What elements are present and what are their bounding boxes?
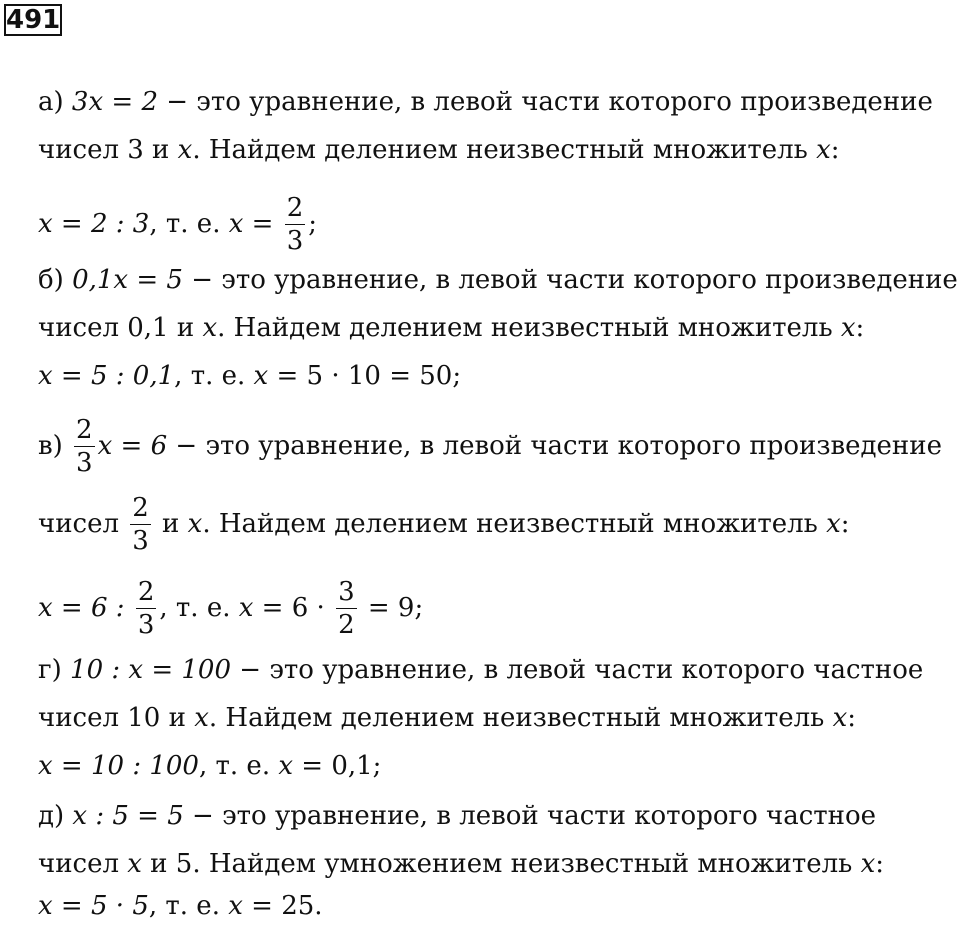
variable: x [127,849,142,879]
text: , т. е. [159,593,239,623]
text: . Найдем делением неизвестный множитель [217,313,841,343]
equation: 3x = 2 [71,87,158,117]
part-d-line-1 [38,796,876,836]
text: − это уравнение, в левой части которого частное [183,801,877,831]
numerator: 2 [132,492,149,523]
problem-number: 491 [6,5,61,35]
part-label: а) [38,87,72,117]
text: чисел 10 и [38,703,195,733]
equation: 0,1x = 5 [72,265,183,295]
numerator: 3 [338,576,355,607]
part-a-line-3 [38,192,318,256]
numerator: 2 [137,576,155,607]
denominator: 2 [338,609,355,640]
variable: x [238,593,254,623]
text: . Найдем делением неизвестный множитель [202,509,827,539]
part-label: б) [38,265,73,295]
text: − это уравнение, в левой части которого частное [231,655,924,685]
part-d-line-2 [38,844,884,884]
text: = 0,1; [293,751,382,781]
variable: x [826,509,841,539]
text: чисел [38,849,128,879]
text: и 5. Найдем умножением неизвестный множитель [141,849,861,879]
variable: x [860,849,876,879]
part-d-line-3 [38,886,323,926]
variable: x [194,703,209,733]
part-g-line-2 [38,698,856,738]
fraction [336,576,357,640]
text: = 25. [242,891,323,921]
text: − это уравнение, в левой части которого произведение [167,431,942,461]
variable: x [228,891,243,921]
variable: x [816,135,831,165]
part-v-line-3 [38,576,424,640]
text: : [847,703,857,733]
text: = 9; [359,593,424,623]
equation: x = 2 : 3 [38,209,150,239]
variable: x [253,361,269,391]
equation: = 6 [112,431,168,461]
variable: x [278,751,294,781]
denominator: 3 [286,225,304,256]
part-b-line-2 [38,308,864,348]
denominator: 3 [76,447,93,478]
text: : [855,313,865,343]
text: , т. е. [174,361,254,391]
variable: x [177,135,193,165]
text: = [243,209,282,239]
part-a-line-2 [38,130,840,170]
equation: = 6 : [52,593,133,623]
fraction [130,492,151,556]
denominator: 3 [137,609,155,640]
text: , т. е. [198,751,279,781]
text: . Найдем делением неизвестный множитель [208,703,833,733]
part-label: в) [38,431,72,461]
text: : [840,509,850,539]
part-label: г) [38,655,71,685]
text: . Найдем делением неизвестный множитель [192,135,817,165]
text: = 5 · 10 = 50; [268,361,462,391]
variable: x [97,431,113,461]
text: ; [308,209,318,239]
text: чисел 3 и [38,135,178,165]
fraction [285,192,306,256]
variable: x [187,509,203,539]
variable: x [832,703,848,733]
text: = 6 · [253,593,334,623]
part-label: д) [38,801,73,831]
fraction [136,576,157,640]
equation: 10 : x = 100 [70,655,232,685]
text: и [153,509,188,539]
fraction [74,414,95,478]
part-g-line-1 [38,650,923,690]
part-v-line-1 [38,414,942,478]
part-a-line-1 [38,82,933,122]
text: чисел [38,509,128,539]
text: − это уравнение, в левой части которого произведение [182,265,958,295]
variable: x [840,313,856,343]
variable: x [228,209,244,239]
numerator: 2 [286,192,304,223]
text: : [830,135,840,165]
numerator: 2 [76,414,93,445]
part-g-line-3 [38,746,381,786]
text: : [875,849,884,879]
text: , т. е. [149,209,229,239]
part-b-line-3 [38,356,461,396]
variable: x [202,313,218,343]
equation: x : 5 = 5 [72,801,184,831]
text: , т. е. [148,891,229,921]
equation: x = 5 : 0,1 [38,361,175,391]
part-b-line-1 [38,260,958,300]
text: − это уравнение, в левой части которого произведение [157,87,933,117]
equation: x = 5 · 5 [38,891,149,921]
variable: x [38,593,53,623]
text: чисел 0,1 и [38,313,203,343]
part-v-line-2 [38,492,850,556]
equation: x = 10 : 100 [38,751,199,781]
denominator: 3 [132,525,149,556]
